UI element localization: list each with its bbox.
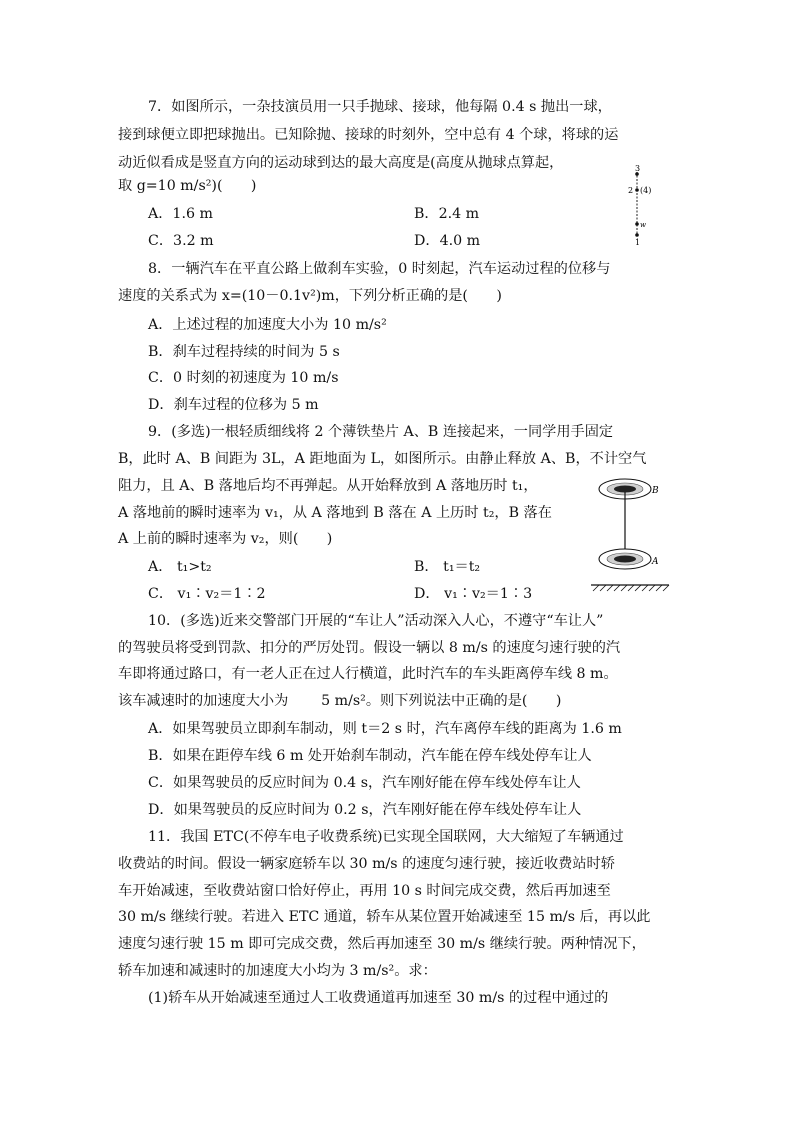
q9-option-b: B． t₁＝t₂	[414, 559, 481, 575]
q11-line-1: 11．我国 ETC(不停车电子收费系统)已实现全国联网，大大缩短了车辆通过	[148, 829, 624, 845]
q10-line-1: 10．(多选)近来交警部门开展的“车让人”活动深入人心，不遵守“车让人”	[148, 613, 604, 629]
q8-option-d: D．刹车过程的位移为 5 m	[148, 397, 319, 413]
q9-option-c: C． v₁∶v₂＝1∶2	[148, 586, 266, 602]
q10-option-d: D．如果驾驶员的反应时间为 0.2 s，汽车刚好能在停车线处停车让人	[148, 802, 582, 818]
q10-option-c: C．如果驾驶员的反应时间为 0.4 s，汽车刚好能在停车线处停车让人	[148, 775, 581, 791]
ground-hatching	[593, 585, 669, 591]
q10-line-2: 的驾驶员将受到罚款、扣分的严厉处罚。假设一辆以 8 m/s 的速度匀速行驶的汽	[118, 640, 621, 656]
q10-option-b: B．如果在距停车线 6 m 处开始刹车制动，汽车能在停车线处停车让人	[148, 748, 592, 764]
q9-line-3: 阻力，且 A、B 落地后均不再弹起。从开始释放到 A 落地历时 t₁，	[118, 478, 538, 494]
q10-line-4: 该车减速时的加速度大小为 5 m/s²。则下列说法中正确的是( )	[118, 693, 562, 709]
q7-line-1: 7．如图所示，一杂技演员用一只手抛球、接球，他每隔 0.4 s 抛出一球，	[148, 99, 612, 115]
q11-line-5: 速度匀速行驶 15 m 即可完成交费，然后再加速至 30 m/s 继续行驶。两种情况下，	[118, 936, 646, 952]
q9-option-a: A． t₁>t₂	[148, 559, 212, 575]
washer-b	[614, 486, 636, 493]
q7-line-4: 取 g=10 m/s²)( )	[118, 178, 257, 194]
q7-option-d: D．4.0 m	[414, 233, 481, 249]
q7-option-b: B．2.4 m	[414, 206, 480, 222]
ball-1	[635, 233, 639, 237]
washer-a	[614, 556, 636, 563]
q9-option-d: D． v₁∶v₂＝1∶3	[414, 586, 533, 602]
q11-subquestion-1: (1)轿车从开始减速至通过人工收费通道再加速至 30 m/s 的过程中通过的	[148, 990, 609, 1006]
ball-2	[635, 188, 639, 192]
q7-fig-label-3: 3	[635, 164, 641, 173]
q9-line-4: A 落地前的瞬时速率为 v₁，从 A 落地到 B 落在 A 上历时 t₂，B 落在	[118, 505, 552, 521]
q11-line-4: 30 m/s 继续行驶。若进入 ETC 通道，轿车从某位置开始减速至 15 m/s 后，再以此	[118, 909, 651, 925]
q8-option-b: B．刹车过程持续的时间为 5 s	[148, 344, 340, 360]
q8-line-2: 速度的关系式为 x=(10－0.1v²)m，下列分析正确的是( )	[118, 288, 502, 304]
q9-line-1: 9．(多选)一根轻质细线将 2 个薄铁垫片 A、B 连接起来，一同学用手固定	[148, 424, 614, 440]
q10-option-a: A．如果驾驶员立即刹车制动，则 t＝2 s 时，汽车离停车线的距离为 1.6 m	[148, 721, 622, 737]
ball-w	[635, 222, 639, 226]
q8-line-1: 8．一辆汽车在平直公路上做刹车实验，0 时刻起，汽车运动过程的位移与	[148, 261, 611, 277]
q9-line-2: B，此时 A、B 间距为 3L，A 距地面为 L，如图所示。由静止释放 A、B，不计空气	[118, 451, 647, 467]
q9-washer-diagram	[585, 470, 675, 594]
q7-option-a: A．1.6 m	[148, 206, 213, 222]
q8-option-c: C．0 时刻的初速度为 10 m/s	[148, 370, 339, 386]
q7-line-3: 动近似看成是竖直方向的运动球到达的最大高度是(高度从抛球点算起，	[118, 155, 564, 171]
q9-line-5: A 上前的瞬时速率为 v₂，则( )	[118, 531, 333, 547]
q8-option-a: A．上述过程的加速度大小为 10 m/s²	[148, 317, 387, 333]
q11-line-6: 轿车加速和减速时的加速度大小均为 3 m/s²。求：	[118, 963, 437, 979]
q9-fig-label-b: B	[652, 486, 659, 496]
q7-fig-label-1: 1	[635, 238, 641, 246]
q7-option-c: C．3.2 m	[148, 233, 214, 249]
q7-line-2: 接到球便立即把球抛出。已知除抛、接球的时刻外，空中总有 4 个球，将球的运	[118, 127, 619, 143]
q11-line-2: 收费站的时间。假设一辆家庭轿车以 30 m/s 的速度匀速行驶，接近收费站时轿	[118, 856, 615, 872]
q7-fig-label-w: w	[640, 221, 646, 229]
q9-fig-label-a: A	[652, 557, 659, 567]
q10-line-3: 车即将通过路口，有一老人正在过人行横道，此时汽车的车头距离停车线 8 m。	[118, 666, 618, 682]
q7-fig-label-2: 2	[628, 186, 634, 195]
q7-fig-label-4: (4)	[640, 186, 652, 195]
q11-line-3: 车开始减速，至收费站窗口恰好停止，再用 10 s 时间完成交费，然后再加速至	[118, 883, 611, 899]
q7-ball-diagram	[620, 164, 660, 246]
